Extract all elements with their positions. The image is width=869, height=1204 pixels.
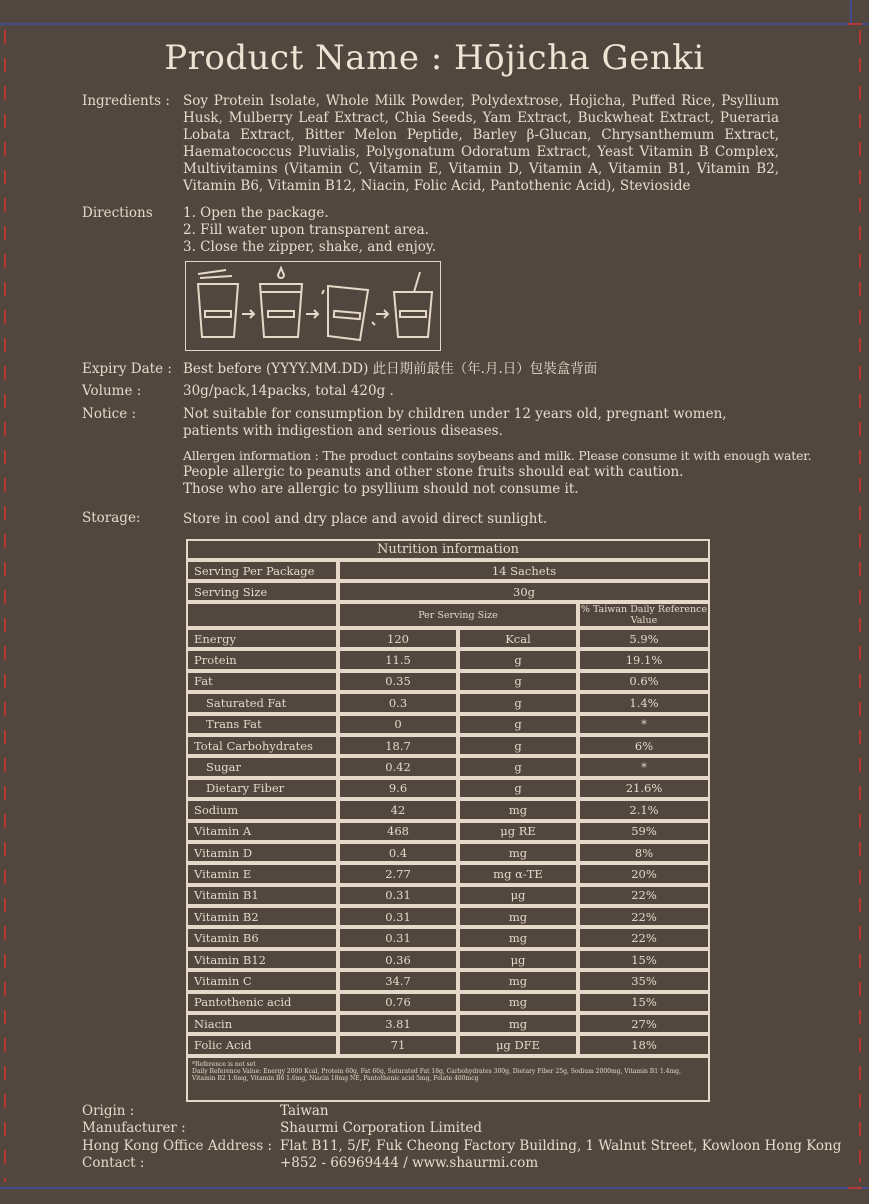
nutrient-unit: g [458,671,578,692]
notice-line: patients with indigestion and serious diseases. [183,423,503,439]
directions-label: Directions [82,205,153,221]
nutrient-unit: μg [458,885,578,906]
nutrient-daily-value: 22% [578,906,710,927]
nutrient-daily-value: 21.6% [578,778,710,799]
nutrient-daily-value: 0.6% [578,671,710,692]
nutrient-name: Fat [186,671,338,692]
direction-step: 1. Open the package. [183,205,329,221]
allergen-line: Allergen information : The product contains soybeans and milk. Please consume it with enough water. [183,448,812,463]
nutrition-row [186,1034,710,1055]
notice-line: Not suitable for consumption by children under 12 years old, pregnant women, [183,406,727,422]
nutrition-row [186,970,710,991]
col-per-serving: Per Serving Size [338,602,578,628]
serving-size-label: Serving Size [186,581,338,602]
nutrient-daily-value: * [578,756,710,777]
nutrient-name: Vitamin B6 [186,927,338,948]
nutrient-value: 2.77 [338,863,458,884]
nutrient-value: 18.7 [338,735,458,756]
nutrient-value: 468 [338,821,458,842]
nutrient-daily-value: 59% [578,821,710,842]
nutrient-daily-value: 2.1% [578,799,710,820]
nutrient-daily-value: 15% [578,992,710,1013]
nutrient-value: 0.3 [338,692,458,713]
expiry-label: Expiry Date : [82,361,172,377]
nutrient-daily-value: 20% [578,863,710,884]
nutrient-value: 34.7 [338,970,458,991]
address-label: Hong Kong Office Address : [82,1138,272,1154]
nutrient-unit: g [458,778,578,799]
nutrient-name: Folic Acid [186,1034,338,1055]
nutrient-value: 11.5 [338,649,458,670]
nutrient-daily-value: 22% [578,927,710,948]
nutrient-value: 0.31 [338,906,458,927]
serving-per-package-label: Serving Per Package [186,560,338,581]
nutrient-daily-value: 1.4% [578,692,710,713]
nutrient-unit: g [458,692,578,713]
nutrient-daily-value: 15% [578,949,710,970]
nutrient-daily-value: 8% [578,842,710,863]
reference-note [186,1056,710,1102]
nutrition-row [186,927,710,948]
nutrient-unit: mg [458,992,578,1013]
nutrition-row [186,649,710,670]
volume-text: 30g/pack,14packs, total 420g . [183,383,394,399]
nutrient-name: Energy [186,628,338,649]
daily-reference-values: Daily Reference Value: Energy 2000 Kcal, Protein 60g, Fat 60g, Saturated Fat 18g, Carbohydrates 300g, Dietary Fiber 25g, Sodium 2000mg, Vitamin B1 1.4mg, Vitamin B2 1.6mg, Vitamin B6 1.6mg, Niacin 18mg NE, Pantothenic acid 5mg, Folate 400mcg [192,1067,681,1082]
reference-not-set: *Reference is not set [192,1060,256,1068]
nutrition-row [186,735,710,756]
nutrient-value: 0.36 [338,949,458,970]
nutrient-name: Vitamin A [186,821,338,842]
nutrition-row [186,949,710,970]
nutrient-value: 9.6 [338,778,458,799]
direction-step: 3. Close the zipper, shake, and enjoy. [183,239,437,255]
nutrient-unit: μg [458,949,578,970]
nutrient-unit: Kcal [458,628,578,649]
nutrition-row [186,799,710,820]
nutrient-daily-value: 35% [578,970,710,991]
nutrient-value: 71 [338,1034,458,1055]
product-title: Product Name : Hōjicha Genki [164,38,705,78]
nutrition-row [186,992,710,1013]
nutrition-row [186,692,710,713]
directions-steps [183,205,436,256]
nutrient-name: Sodium [186,799,338,820]
nutrient-value: 0.76 [338,992,458,1013]
nutrient-unit: g [458,735,578,756]
nutrient-name: Vitamin B2 [186,906,338,927]
manufacturer-label: Manufacturer : [82,1120,186,1136]
nutrient-value: 0.31 [338,885,458,906]
nutrient-daily-value: 5.9% [578,628,710,649]
nutrition-row [186,714,710,735]
nutrient-name: Vitamin D [186,842,338,863]
directions-diagram [185,261,441,351]
nutrient-name: Dietary Fiber [186,778,338,799]
contact-label: Contact : [82,1155,145,1171]
nutrient-unit: μg RE [458,821,578,842]
nutrient-name: Vitamin C [186,970,338,991]
serving-per-package-value: 14 Sachets [338,560,710,581]
nutrition-row [186,756,710,777]
nutrient-name: Niacin [186,1013,338,1034]
nutrient-name: Pantothenic acid [186,992,338,1013]
nutrient-value: 120 [338,628,458,649]
allergen-line: Those who are allergic to psyllium should not consume it. [183,481,579,497]
storage-text: Store in cool and dry place and avoid direct sunlight. [183,511,548,527]
nutrient-unit: mg [458,970,578,991]
manufacturer-value: Shaurmi Corporation Limited [280,1120,483,1136]
nutrient-name: Vitamin E [186,863,338,884]
nutrient-name: Protein [186,649,338,670]
nutrient-value: 3.81 [338,1013,458,1034]
nutrient-unit: mg [458,1013,578,1034]
nutrient-unit: mg [458,906,578,927]
ingredients-label: Ingredients : [82,93,170,109]
nutrient-name: Saturated Fat [186,692,338,713]
ingredients-text: Soy Protein Isolate, Whole Milk Powder, Polydextrose, Hojicha, Puffed Rice, Psyllium Husk, Mulberry Leaf Extract, Chia Seeds, Yam Extract, Buckwheat Extract, Pueraria Lobata Extract, Bitter Melon Peptide, Barley β-Glucan, Chrysanthemum Extract, Haematococcus Pluvialis, Polygonatum Odoratum Extract, Yeast Vitamin B Complex, Multivitamins (Vitamin C, Vitamin E, Vitamin D, Vitamin A, Vitamin B1, Vitamin B2, Vitamin B6, Vitamin B12, Niacin, Folic Acid, Pantothenic Acid), Stevioside [183,93,779,194]
nutrient-daily-value: 27% [578,1013,710,1034]
nutrient-name: Trans Fat [186,714,338,735]
nutrient-daily-value: 19.1% [578,649,710,670]
nutrition-title: Nutrition information [186,539,710,560]
nutrient-name: Vitamin B12 [186,949,338,970]
direction-step: 2. Fill water upon transparent area. [183,222,429,238]
storage-label: Storage: [82,510,141,526]
nutrient-unit: mg [458,927,578,948]
origin-value: Taiwan [280,1103,329,1119]
nutrient-unit: mg [458,799,578,820]
nutrient-unit: mg [458,842,578,863]
nutrient-unit: mg α-TE [458,863,578,884]
nutrient-value: 42 [338,799,458,820]
nutrient-unit: g [458,649,578,670]
nutrient-value: 0 [338,714,458,735]
notice-label: Notice : [82,406,137,422]
header-empty-cell [186,602,338,628]
nutrient-value: 0.31 [338,927,458,948]
nutrient-value: 0.4 [338,842,458,863]
nutrient-name: Vitamin B1 [186,885,338,906]
expiry-text: Best before (YYYY.MM.DD) 此日期前最佳（年.月.日）包裝盒背面 [183,361,598,377]
volume-label: Volume : [82,383,142,399]
nutrient-daily-value: 18% [578,1034,710,1055]
nutrient-name: Sugar [186,756,338,777]
nutrient-unit: g [458,756,578,777]
nutrition-row [186,842,710,863]
nutrition-row [186,671,710,692]
nutrition-row [186,863,710,884]
nutrition-row [186,885,710,906]
nutrient-name: Total Carbohydrates [186,735,338,756]
nutrition-row [186,821,710,842]
notice-text [183,406,811,498]
nutrient-unit: μg DFE [458,1034,578,1055]
allergen-line: People allergic to peanuts and other stone fruits should eat with caution. [183,464,684,480]
nutrition-row [186,628,710,649]
nutrient-daily-value: * [578,714,710,735]
nutrient-value: 0.35 [338,671,458,692]
col-daily-reference: % Taiwan Daily Reference Value [578,602,710,628]
address-value: Flat B11, 5/F, Fuk Cheong Factory Building, 1 Walnut Street, Kowloon Hong Kong [280,1138,842,1154]
contact-value: +852 - 66969444 / www.shaurmi.com [280,1155,539,1171]
nutrition-row [186,906,710,927]
nutrition-table [186,539,710,1102]
nutrition-row [186,778,710,799]
nutrient-daily-value: 6% [578,735,710,756]
origin-label: Origin : [82,1103,135,1119]
nutrient-daily-value: 22% [578,885,710,906]
nutrition-row [186,1013,710,1034]
nutrient-value: 0.42 [338,756,458,777]
pouch-steps-icon [186,262,440,350]
nutrient-unit: g [458,714,578,735]
serving-size-value: 30g [338,581,710,602]
